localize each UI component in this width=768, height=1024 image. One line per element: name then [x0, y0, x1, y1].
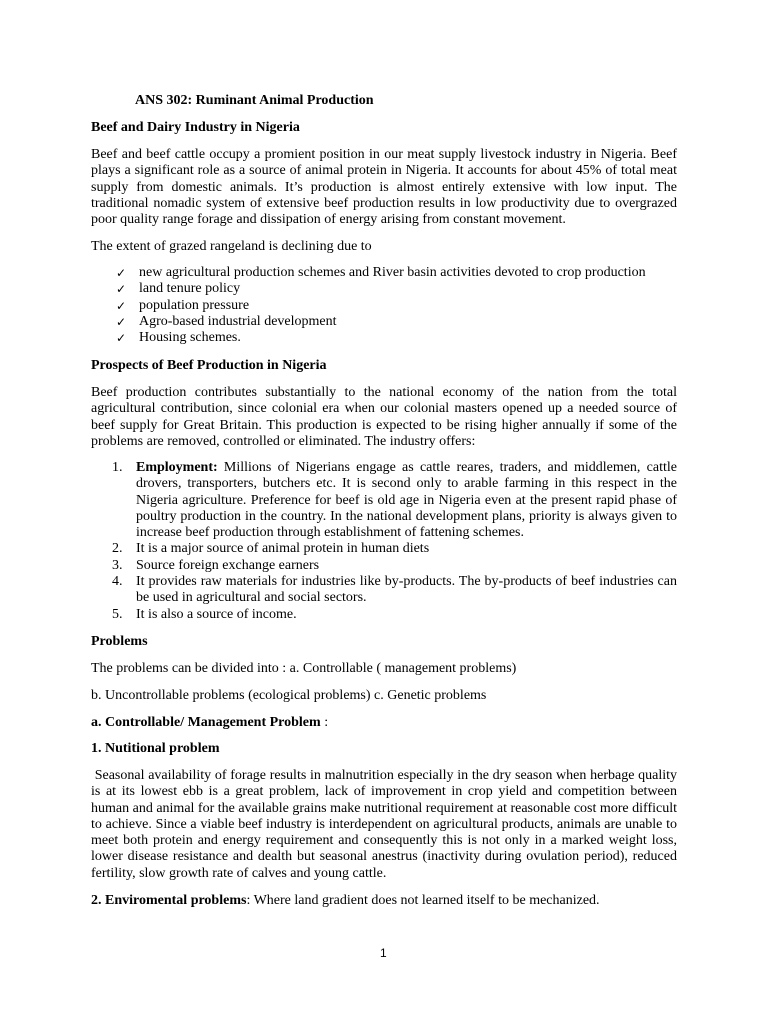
list-item: ✓ population pressure	[116, 297, 250, 313]
heading-controllable: a. Controllable/ Management Problem :	[91, 715, 329, 730]
heading-environmental: 2. Enviromental problems: Where land gradient does not learned itself to be mechanized.	[91, 893, 600, 908]
check-icon: ✓	[116, 331, 127, 346]
heading-prospects: Prospects of Beef Production in Nigeria	[91, 358, 327, 373]
list-item: ✓ Agro-based industrial development	[116, 313, 337, 329]
page-number: 1	[380, 946, 387, 960]
rangeland-intro: The extent of grazed rangeland is declining due to	[91, 239, 372, 254]
prospects-paragraph: Beef production contributes substantially to the national economy of the nation from the total agricultural contribution, since colonial era when our colonial masters opened up a needed source of beef supply for Great Britain. This production is expected to be rising higher annually if some of the problems are removed, controlled or eliminated. The industry offers:	[91, 385, 677, 449]
list-item: 2. It is a major source of animal protein in human diets	[112, 541, 430, 557]
list-item: ✓ new agricultural production schemes and River basin activities devoted to crop production	[116, 265, 646, 280]
list-item: 3. Source foreign exchange earners	[112, 557, 320, 573]
list-item: 4. It provides raw materials for industries like by-products. The by-products of beef industries can be used in agricultural and social sectors.	[112, 574, 677, 606]
offer-label: Employment:	[136, 460, 218, 475]
list-item: ✓ land tenure policy	[116, 281, 241, 297]
check-icon: ✓	[116, 266, 127, 280]
heading-problems: Problems	[91, 634, 148, 649]
intro-paragraph: Beef and beef cattle occupy a promient position in our meat supply livestock industry in Nigeria. Beef plays a significant role as a source of animal protein in Nigeria. It accounts for about 45% of total meat supply from domestic animals. It’s production is almost entirely extensive with low input. The traditional nomadic system of extensive beef production results in low productivity due to overgrazed poor quality range forage and dissipation of energy arising from constant movement.	[91, 147, 677, 228]
heading-nutritional: 1. Nutitional problem	[91, 741, 220, 756]
nutritional-paragraph: Seasonal availability of forage results in malnutrition especially in the dry season when herbage quality is at its lowest ebb is a great problem, lack of improvement in crop yield and competition between human and animal for the available grains make nutritional requirement at reasonable cost more difficult to achieve. Since a viable beef industry is interdependent on agricultural products, animals are unable to meet both protein and energy requirement and consequently this is not only in a marked weight loss, lower disease resistance and dealth but seasonal anestrus (inactivity during ovulation period), reduced fertility, slow growth rate of calves and young cattle.	[91, 768, 681, 881]
heading-beef-dairy: Beef and Dairy Industry in Nigeria	[91, 120, 300, 135]
rangeland-reasons-list	[116, 265, 646, 346]
check-icon: ✓	[116, 314, 127, 329]
list-item: 1. Employment: Millions of Nigerians engage as cattle reares, traders, and middlemen, cattle drovers, transporters, butchers etc. It is second only to arable farming in this respect in the Nigeria agriculture. Preference for beef is old age in Nigeria even at the present rapid phase of poultry production in the country. In the national development plans, priority is always given to increase beef production through establishment of fattening schemes.	[112, 460, 677, 541]
check-icon: ✓	[116, 298, 127, 313]
problems-line-1: The problems can be divided into : a. Controllable ( management problems)	[91, 661, 517, 676]
list-item: 5. It is also a source of income.	[112, 606, 297, 622]
check-icon: ✓	[116, 282, 127, 297]
list-item: ✓ Housing schemes.	[116, 330, 241, 346]
problems-line-2: b. Uncontrollable problems (ecological problems) c. Genetic problems	[91, 688, 487, 703]
course-title: ANS 302: Ruminant Animal Production	[135, 93, 374, 108]
industry-offers-list	[91, 460, 677, 623]
